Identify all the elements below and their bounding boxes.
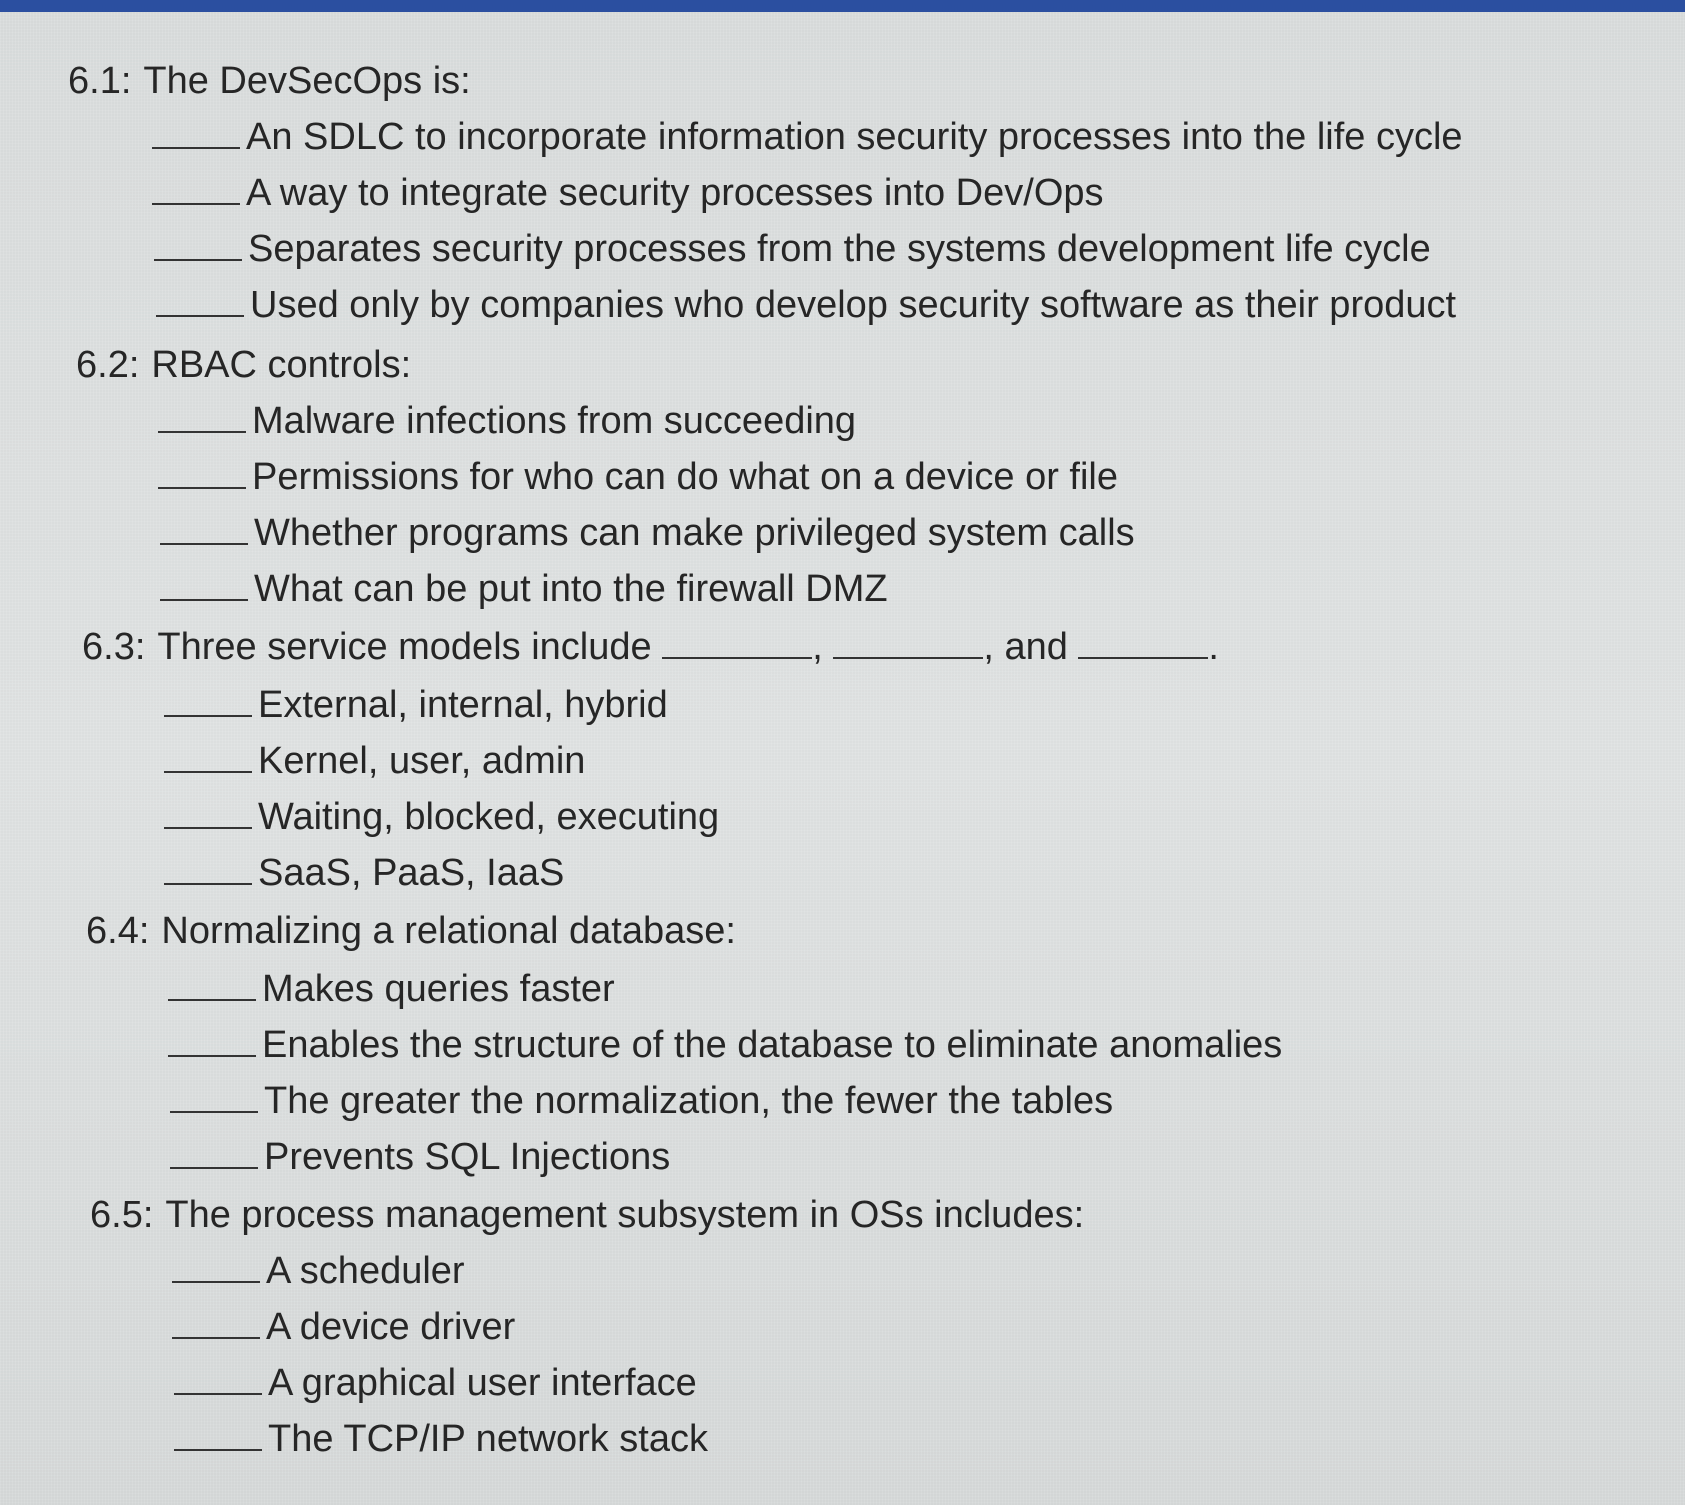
- option-text: Kernel, user, admin: [258, 740, 586, 782]
- question-number: 6.4:: [86, 910, 150, 952]
- inline-answer-blank-1[interactable]: [662, 627, 812, 659]
- option-text: A scheduler: [266, 1250, 465, 1292]
- question-text: Normalizing a relational database:: [161, 910, 736, 952]
- option-6-1-a[interactable]: [152, 114, 1463, 160]
- inline-answer-blank-2[interactable]: [833, 627, 983, 659]
- option-text: Separates security processes from the systems development life cycle: [248, 228, 1431, 270]
- option-6-4-c[interactable]: [170, 1078, 1113, 1124]
- answer-blank[interactable]: [164, 853, 252, 885]
- question-text: The process management subsystem in OSs includes:: [165, 1194, 1085, 1236]
- option-6-5-a[interactable]: [172, 1248, 465, 1294]
- question-6-2: [76, 342, 411, 388]
- option-text: A way to integrate security processes into Dev/Ops: [246, 172, 1104, 214]
- answer-blank[interactable]: [164, 741, 252, 773]
- option-6-2-b[interactable]: [158, 454, 1118, 500]
- question-number: 6.5:: [90, 1194, 154, 1236]
- option-6-4-d[interactable]: [170, 1134, 670, 1180]
- option-6-5-c[interactable]: [174, 1360, 697, 1406]
- answer-blank[interactable]: [170, 1137, 258, 1169]
- option-text: External, internal, hybrid: [258, 684, 668, 726]
- option-6-2-c[interactable]: [160, 510, 1135, 556]
- option-6-4-b[interactable]: [168, 1022, 1282, 1068]
- option-6-1-d[interactable]: [156, 282, 1456, 328]
- question-6-3: 6.3: Three service models include , , and .: [82, 626, 1219, 668]
- option-6-2-d[interactable]: [160, 566, 888, 612]
- option-6-4-a[interactable]: [168, 966, 615, 1012]
- question-6-1: [68, 58, 471, 104]
- option-text: A device driver: [266, 1306, 516, 1348]
- answer-blank[interactable]: [160, 513, 248, 545]
- answer-blank[interactable]: [156, 285, 244, 317]
- answer-blank[interactable]: [158, 401, 246, 433]
- question-text: Three service models include: [157, 626, 652, 668]
- answer-blank[interactable]: [168, 969, 256, 1001]
- answer-blank[interactable]: [172, 1307, 260, 1339]
- option-text: Malware infections from succeeding: [252, 400, 857, 442]
- option-6-3-d[interactable]: [164, 850, 564, 896]
- option-6-3-c[interactable]: [164, 794, 719, 840]
- option-6-3-a[interactable]: [164, 682, 668, 728]
- answer-blank[interactable]: [164, 685, 252, 717]
- option-6-1-c[interactable]: [154, 226, 1431, 272]
- option-6-2-a[interactable]: [158, 398, 856, 444]
- answer-blank[interactable]: [172, 1251, 260, 1283]
- answer-blank[interactable]: [152, 117, 240, 149]
- option-text: An SDLC to incorporate information security processes into the life cycle: [246, 116, 1463, 158]
- option-text: Used only by companies who develop security software as their product: [250, 284, 1457, 326]
- question-number: 6.2:: [76, 344, 140, 386]
- question-6-4: [86, 908, 736, 954]
- option-text: The greater the normalization, the fewer the tables: [264, 1080, 1114, 1122]
- answer-blank[interactable]: [168, 1025, 256, 1057]
- option-text: Waiting, blocked, executing: [258, 796, 720, 838]
- answer-blank[interactable]: [152, 173, 240, 205]
- option-6-5-b[interactable]: [172, 1304, 515, 1350]
- question-text-and: and: [1004, 626, 1068, 668]
- option-text: Enables the structure of the database to eliminate anomalies: [262, 1024, 1283, 1066]
- question-number: 6.1:: [68, 60, 132, 102]
- option-6-3-b[interactable]: [164, 738, 585, 784]
- option-text: The TCP/IP network stack: [268, 1418, 708, 1460]
- answer-blank[interactable]: [160, 569, 248, 601]
- option-text: Permissions for who can do what on a device or file: [252, 456, 1118, 498]
- option-6-1-b[interactable]: [152, 170, 1104, 216]
- inline-answer-blank-3[interactable]: [1078, 627, 1208, 659]
- option-text: A graphical user interface: [268, 1362, 697, 1404]
- answer-blank[interactable]: [170, 1081, 258, 1113]
- option-text: What can be put into the firewall DMZ: [254, 568, 888, 610]
- answer-blank[interactable]: [174, 1363, 262, 1395]
- answer-blank[interactable]: [158, 457, 246, 489]
- question-6-5: [90, 1192, 1084, 1238]
- question-text: RBAC controls:: [151, 344, 412, 386]
- option-text: Makes queries faster: [262, 968, 615, 1010]
- question-number: 6.3:: [82, 626, 146, 668]
- question-text: The DevSecOps is:: [143, 60, 471, 102]
- option-6-5-d[interactable]: [174, 1416, 708, 1462]
- option-text: Prevents SQL Injections: [264, 1136, 671, 1178]
- answer-blank[interactable]: [154, 229, 242, 261]
- option-text: Whether programs can make privileged system calls: [254, 512, 1135, 554]
- answer-blank[interactable]: [164, 797, 252, 829]
- option-text: SaaS, PaaS, IaaS: [258, 852, 565, 894]
- answer-blank[interactable]: [174, 1419, 262, 1451]
